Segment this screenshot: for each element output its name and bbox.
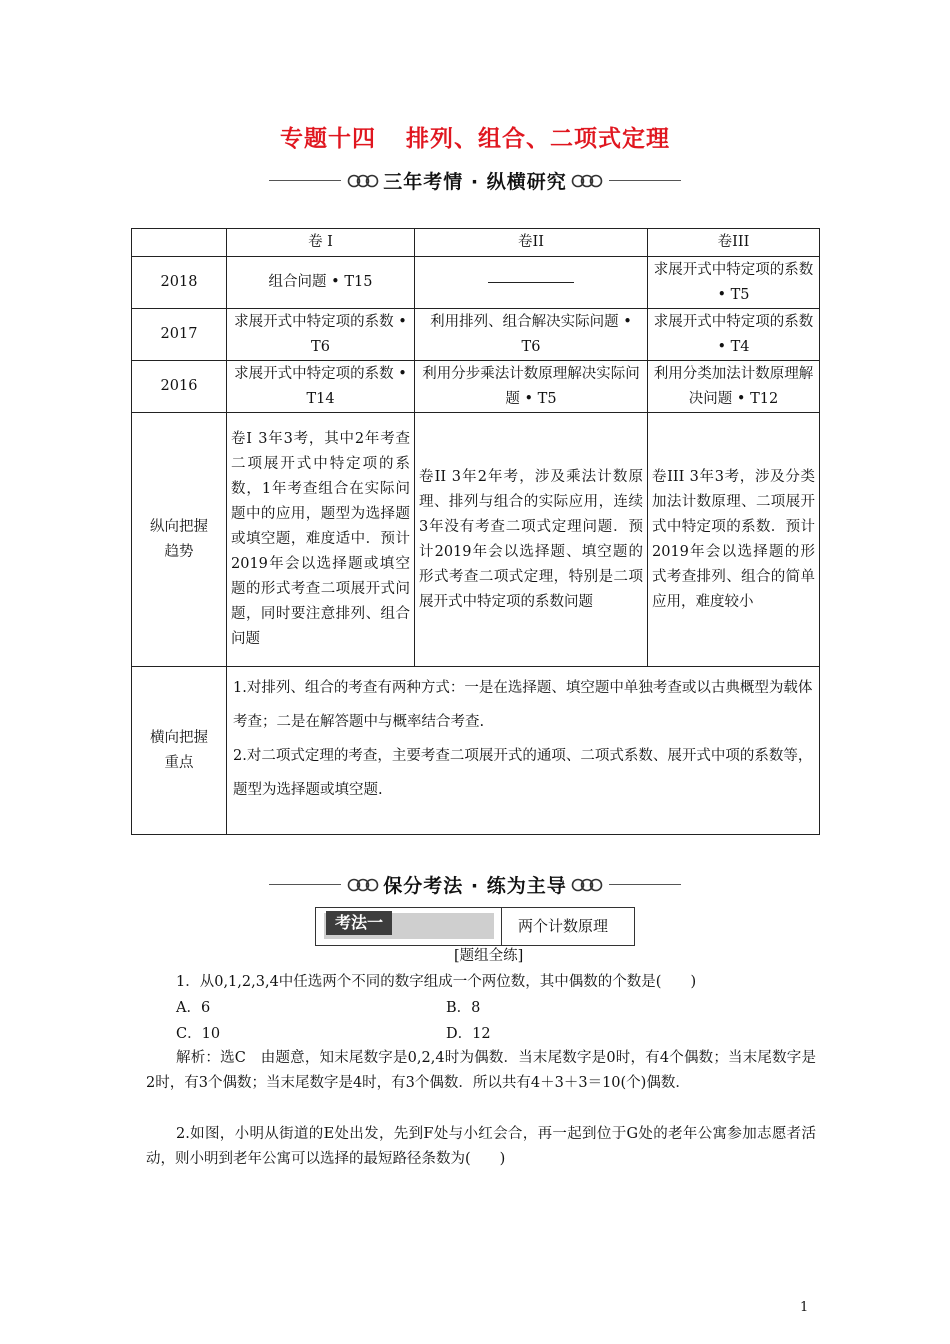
option-d: D．12: [446, 1026, 491, 1042]
focus-row: [132, 667, 820, 835]
header-cell: [132, 229, 227, 257]
table-cell: 求展开式中特定项的系数 • T6: [227, 309, 415, 361]
exam-analysis-table: [131, 228, 820, 835]
table-row: [132, 309, 820, 361]
table-row: [132, 257, 820, 309]
ornament-icon: [347, 172, 379, 190]
ornament-icon: [571, 172, 603, 190]
year-cell: 2018: [132, 257, 227, 309]
table-cell: 求展开式中特定项的系数 • T14: [227, 361, 415, 413]
table-row: [132, 361, 820, 413]
focus-cell: [227, 667, 820, 835]
group-label: [题组全练]: [454, 948, 524, 964]
banner-title: 保分考法 · 练为主导: [383, 875, 567, 897]
question-2-stem: 2.如图，小明从街道的E处出发，先到F处与小红会合，再一起到位于G处的老年公寓参加志愿者活动，则小明到老年公寓可以选择的最短路径条数为( ): [146, 1126, 816, 1167]
option-a: A．6: [176, 1000, 211, 1016]
header-cell: 卷II: [415, 229, 648, 257]
table-cell: 求展开式中特定项的系数 • T5: [648, 257, 820, 309]
focus-point-2: 2.对二项式定理的考查，主要考查二项展开式的通项、二项式系数、展开式中项的系数等，题型为选择题或填空题.: [233, 748, 813, 798]
year-cell: 2016: [132, 361, 227, 413]
question-1-stem: 1．从0,1,2,3,4中任选两个不同的数字组成一个两位数，其中偶数的个数是( ): [176, 974, 697, 990]
table-header-row: [132, 229, 820, 257]
method-box: [315, 907, 635, 946]
banner-title: 三年考情 · 纵横研究: [383, 171, 567, 193]
trend-cell-2: 卷II 3年2年考，涉及乘法计数原理、排列与组合的实际应用，连续3年没有考查二项式定理问题．预计2019年会以选择题、填空题的形式考查二项式定理，特别是二项展开式中特定项的系数问题: [415, 413, 648, 667]
section-banner-practice: [0, 871, 950, 898]
section-banner-analysis: [0, 167, 950, 194]
option-b: B．8: [446, 1000, 481, 1016]
table-cell: 利用分类加法计数原理解决问题 • T12: [648, 361, 820, 413]
focus-point-1: 1.对排列、组合的考查有两种方式：一是在选择题、填空题中单独考查或以古典概型为载体考查；二是在解答题中与概率结合考查.: [233, 680, 813, 730]
trend-label: [132, 413, 227, 667]
focus-label: [132, 667, 227, 835]
title-topic: 专题十四: [280, 126, 376, 152]
table-cell: 利用排列、组合解决实际问题 • T6: [415, 309, 648, 361]
method-tag: [316, 908, 501, 945]
trend-row: [132, 413, 820, 667]
header-cell: 卷 I: [227, 229, 415, 257]
ornament-icon: [571, 876, 603, 894]
method-name: 两个计数原理: [501, 908, 634, 945]
question-1-solution: 解析：选C 由题意，知末尾数字是0,2,4时为偶数．当末尾数字是0时，有4个偶数；当末尾数字是2时，有3个偶数；当末尾数字是4时，有3个偶数．所以共有4＋3＋3＝10(个)偶数．: [146, 1050, 816, 1091]
table-cell: [415, 257, 648, 309]
table-cell: 求展开式中特定项的系数 • T4: [648, 309, 820, 361]
trend-cell-1: 卷Ⅰ 3年3考，其中2年考查二项展开式中特定项的系数，1年考查组合在实际问题中的应用，题型为选择题或填空题，难度适中．预计2019年会以选择题或填空题的形式考查二项展开式问题，同时要注意排列、组合问题: [227, 413, 415, 667]
page-title: [0, 120, 950, 153]
year-cell: 2017: [132, 309, 227, 361]
method-tag-label: 考法一: [326, 911, 392, 935]
option-c: C．10: [176, 1026, 221, 1042]
title-subject: 排列、组合、二项式定理: [406, 126, 670, 152]
table-cell: 组合问题 • T15: [227, 257, 415, 309]
table-cell: 利用分步乘法计数原理解决实际问题 • T5: [415, 361, 648, 413]
trend-label-text: 纵向把握趋势: [150, 518, 208, 560]
trend-cell-3: 卷III 3年3考，涉及分类加法计数原理、二项展开式中特定项的系数．预计2019年会以选择题的形式考查排列、组合的简单应用，难度较小: [648, 413, 820, 667]
ornament-icon: [347, 876, 379, 894]
page-number: 1: [800, 1300, 809, 1315]
focus-label-text: 横向把握重点: [150, 729, 208, 771]
header-cell: 卷III: [648, 229, 820, 257]
